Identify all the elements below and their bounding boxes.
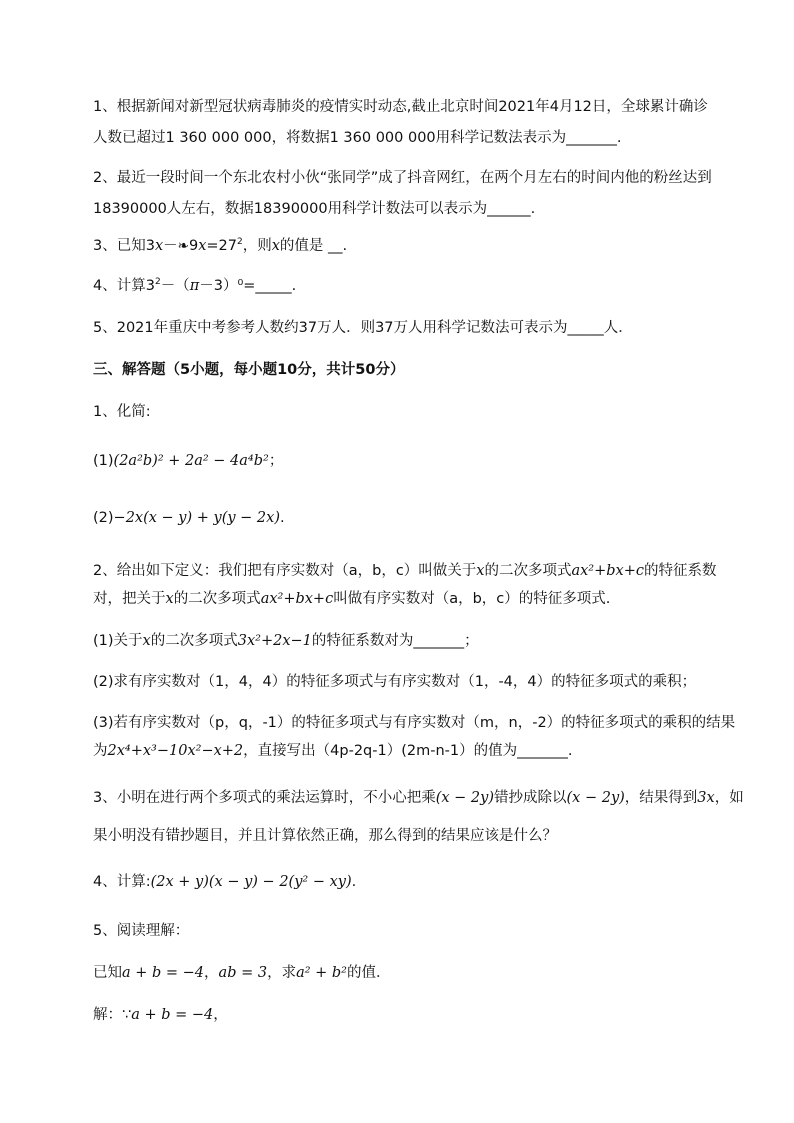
solve-q5-line2	[93, 1005, 228, 1025]
fill-q3-mid: －	[163, 238, 178, 254]
solve-q5-line1-a: 已知	[93, 965, 122, 981]
fill-q5: 5、2021年重庆中考参考人数约37万人．则37万人用科学记数法可表示为_____人．	[93, 320, 633, 336]
solve-q2-part3-line2-poly: 2x⁴+x³−10x²−x+2	[107, 743, 244, 759]
solve-q5-line2-a: 解：∵	[93, 1007, 132, 1023]
solve-q2-part3-line2-a: 为	[93, 743, 108, 759]
solve-q1-title: 1、化简:	[93, 404, 151, 420]
solve-q1-part2-expr: −2x(x − y) + y(y − 2x)	[113, 510, 280, 526]
section-heading: 三、解答题（5小题，每小题10分，共计50分）	[93, 362, 405, 378]
solve-q2-part1-c: 的特征系数对为_______；	[311, 633, 479, 649]
fill-q1-line2: 人数已超过1 360 000 000，将数据1 360 000 000用科学记数法表示为_______.	[93, 130, 622, 146]
fill-q2-line1: 2、最近一段时间一个东北农村小伙“张同学”成了抖音网红，在两个月左右的时间内他的粉丝达到	[93, 170, 712, 186]
solve-q1-part2-label: (2)	[93, 510, 114, 526]
solve-q3-line1-c: ，结果得到	[624, 790, 698, 806]
solve-q1-part2-end: .	[280, 510, 285, 526]
fill-q3	[93, 236, 347, 256]
fill-q3-pre: 3、已知3	[93, 238, 155, 254]
solve-q2-part3-line2	[93, 741, 572, 761]
fill-q4-post: －3）⁰=_____.	[199, 278, 297, 294]
solve-q3-line1-e1: (x − 2y)	[435, 790, 495, 806]
solve-q5-line1-e1: a + b = −4	[122, 965, 205, 981]
solve-q3-line1-a: 3、小明在进行两个多项式的乘法运算时，不小心把乘	[93, 790, 436, 806]
solve-q5-line1-e2: ab = 3	[218, 965, 268, 981]
solve-q4-end: .	[351, 874, 357, 890]
solve-q2-line2	[93, 589, 610, 609]
solve-q2-part1-x: x	[142, 633, 151, 649]
fill-q4-sup: 2	[154, 277, 161, 287]
fill-q4-pi: π	[189, 278, 200, 294]
solve-q2-part1-a: (1)关于	[93, 633, 143, 649]
fill-q3-x3: x	[271, 238, 280, 254]
solve-q4-expr: (2x + y)(x − y) − 2(y² − xy)	[150, 874, 352, 890]
fill-q3-x1: x	[154, 238, 164, 254]
solve-q3-line1-b: 错抄成除以	[494, 790, 567, 806]
fill-q3-x2: x	[198, 238, 207, 254]
solve-q4	[93, 872, 356, 892]
solve-q3-line2: 果小明没有错抄题目，并且计算依然正确，那么得到的结果应该是什么？	[93, 828, 557, 844]
solve-q5-line1-c: ，求	[267, 965, 297, 981]
solve-q5-line1-d: 的值．	[347, 965, 391, 981]
solve-q1-part2	[93, 508, 285, 528]
solve-q2-line1-a: 2、给出如下定义：我们把有序实数对（a，b，c）叫做关于	[93, 563, 477, 579]
solve-q2-line2-b: 的二次多项式	[173, 591, 261, 607]
solve-q2-line1-b: 的二次多项式	[484, 563, 572, 579]
solve-q3-line1	[93, 788, 744, 808]
fill-q3-eq: =27	[206, 238, 237, 254]
solve-q2-part1-poly: 3x²+2x−1	[237, 633, 312, 649]
solve-q2-part3-line1: (3)若有序实数对（p，q，-1）的特征多项式与有序实数对（m，n，-2）的特征多项式的乘积的结果	[93, 715, 736, 731]
solve-q2-line1	[93, 561, 717, 581]
solve-q2-line2-x: x	[165, 591, 174, 607]
fill-q3-n9: 9	[188, 238, 199, 254]
solve-q2-part1	[93, 631, 479, 651]
fill-q3-glyph: ❧	[177, 238, 189, 254]
solve-q2-line2-poly: ax²+bx+c	[260, 591, 334, 607]
solve-q2-line2-a: 对，把关于	[93, 591, 166, 607]
solve-q4-pre: 4、计算:	[93, 874, 151, 890]
solve-q2-part2: (2)求有序实数对（1，4，4）的特征多项式与有序实数对（1，-4，4）的特征多项式的乘积；	[93, 674, 697, 690]
solve-q5-line2-b: ，	[213, 1007, 228, 1023]
solve-q5-line1	[93, 963, 391, 983]
solve-q2-line1-x: x	[476, 563, 485, 579]
solve-q3-line1-e3: 3x	[697, 790, 715, 806]
solve-q2-line1-poly: ax²+bx+c	[571, 563, 644, 579]
fill-q4	[93, 276, 296, 296]
solve-q5-line1-b: ，	[204, 965, 219, 981]
fill-q1-line1: 1、根据新闻对新型冠状病毒肺炎的疫情实时动态,截止北京时间2021年4月12日，全球累计确诊	[93, 99, 708, 115]
solve-q2-part1-b: 的二次多项式	[150, 633, 238, 649]
solve-q1-part1-label: (1)	[93, 453, 114, 469]
fill-q3-tail: 的值是 __.	[279, 238, 348, 254]
solve-q1-part1-expr: (2a²b)² + 2a² − 4a⁴b²	[113, 453, 269, 469]
fill-q2-line2: 18390000人左右，数据18390000用科学计数法可以表示为______.	[93, 201, 536, 217]
solve-q2-line1-c: 的特征系数	[644, 563, 717, 579]
solve-q5-line2-e: a + b = −4	[131, 1007, 214, 1023]
fill-q4-mid: －（	[160, 278, 190, 294]
fill-q3-post: ，则	[242, 238, 272, 254]
fill-q3-sup: 2	[236, 237, 243, 247]
solve-q3-line1-e2: (x − 2y)	[566, 790, 625, 806]
solve-q1-part1	[93, 451, 283, 471]
solve-q5-line1-e3: a² + b²	[296, 965, 347, 981]
fill-q4-pre: 4、计算3	[93, 278, 155, 294]
solve-q2-line2-c: 叫做有序实数对（a，b，c）的特征多项式.	[333, 591, 611, 607]
solve-q3-line1-d: ，如	[714, 790, 744, 806]
solve-q2-part3-line2-b: ，直接写出（4p-2q-1）(2m-n-1）的值为_______.	[243, 743, 573, 759]
solve-q1-part1-end: ；	[268, 453, 284, 469]
solve-q5-title: 5、阅读理解：	[93, 923, 190, 939]
